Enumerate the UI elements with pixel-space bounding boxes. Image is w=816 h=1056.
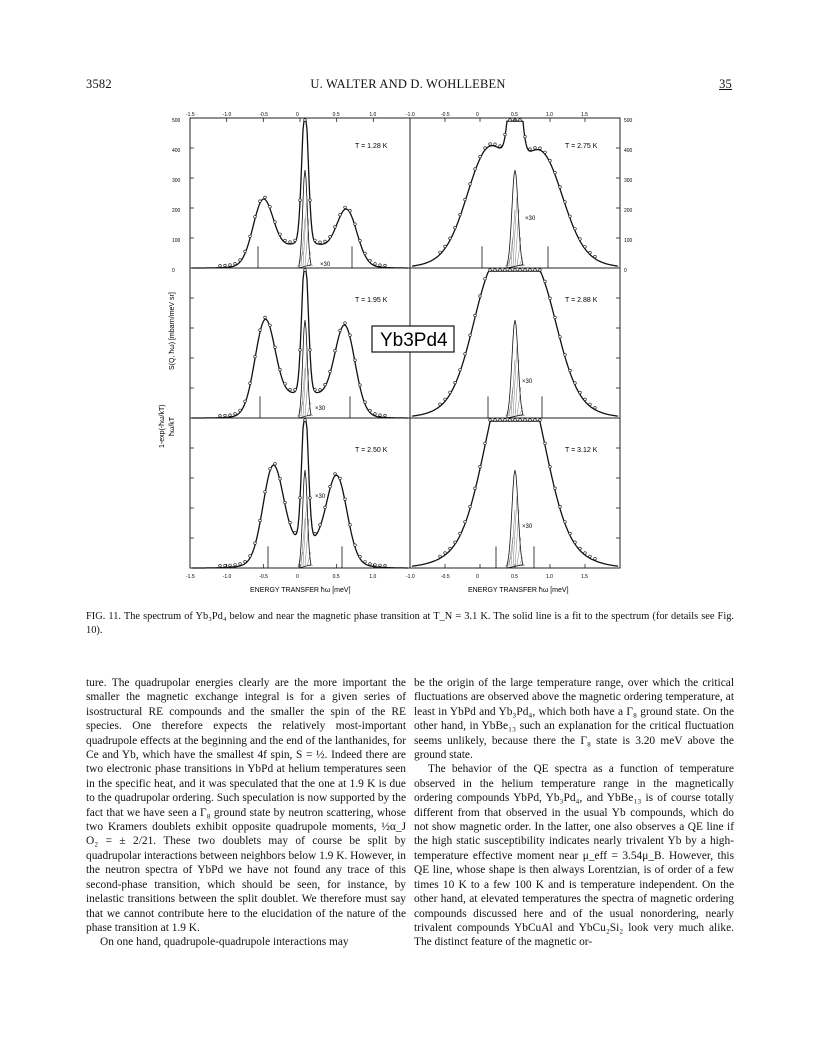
scale-note-tl: ×30 xyxy=(320,262,331,268)
x-axis-label-right: ENERGY TRANSFER ħω [meV] xyxy=(468,587,569,594)
data-point xyxy=(319,389,322,392)
data-point xyxy=(474,168,477,171)
hatch-line xyxy=(305,369,309,416)
y-tick-label-left: 0 xyxy=(172,268,175,274)
x-tick-label-bottom-right: 0 xyxy=(476,574,479,580)
hatch-line xyxy=(517,237,521,266)
data-point xyxy=(274,463,277,466)
data-point xyxy=(449,547,452,550)
data-point xyxy=(329,235,332,238)
data-point xyxy=(244,250,247,253)
x-tick-label-top-right: -0.5 xyxy=(441,112,450,118)
data-point xyxy=(279,368,282,371)
x-tick-label-bottom-left: 1.0 xyxy=(369,574,377,580)
data-point xyxy=(564,521,567,524)
data-point xyxy=(484,147,487,150)
data-point xyxy=(314,239,317,242)
paragraph: be the origin of the large temperature range, over which the critical fluctuations are observed above the magnetic ordering temperature, at least in YbPd and Yb₃Pd₄, which both have a Γ₈ ground state. On the other hand, in YbBe₁₃ such an explanation for the critical fluctuation seems unlikely, because there the Γ₈ state is 3.20 meV above the ground state. xyxy=(414,677,734,762)
scale-note-br: ×30 xyxy=(522,524,533,530)
elastic-peak xyxy=(507,470,523,568)
data-point xyxy=(259,519,262,522)
data-point xyxy=(229,414,232,417)
data-point xyxy=(449,391,452,394)
data-point xyxy=(569,215,572,218)
fit-curve xyxy=(192,421,408,568)
scale-note-mr: ×30 xyxy=(522,379,533,385)
data-point xyxy=(319,524,322,527)
data-point xyxy=(334,349,337,352)
data-point xyxy=(374,263,377,266)
data-point xyxy=(514,269,517,272)
data-point xyxy=(354,359,357,362)
x-tick-label-top-left: 0 xyxy=(296,112,299,118)
panel-frame-tr xyxy=(410,118,620,268)
data-point xyxy=(589,251,592,254)
data-point xyxy=(219,264,222,267)
data-point xyxy=(444,552,447,555)
data-point xyxy=(309,349,312,352)
data-point xyxy=(439,403,442,406)
data-point xyxy=(559,505,562,508)
x-tick-label-top-left: 0.5 xyxy=(332,112,340,118)
data-point xyxy=(484,278,487,281)
data-point xyxy=(249,235,252,238)
data-point xyxy=(459,213,462,216)
data-point xyxy=(519,119,522,122)
data-point xyxy=(589,555,592,558)
data-point xyxy=(294,239,297,242)
data-point xyxy=(264,196,267,199)
x-tick-label-bottom-right: 1.0 xyxy=(546,574,553,580)
data-point xyxy=(339,477,342,480)
data-point xyxy=(444,245,447,248)
data-point xyxy=(554,171,557,174)
data-point xyxy=(464,198,467,201)
data-point xyxy=(454,226,457,229)
data-point xyxy=(254,355,257,358)
data-point xyxy=(299,496,302,499)
data-point xyxy=(329,485,332,488)
data-point xyxy=(454,541,457,544)
y-tick-label-right: 300 xyxy=(624,178,633,184)
data-point xyxy=(249,382,252,385)
data-point xyxy=(274,221,277,224)
x-tick-label-top-left: -1.0 xyxy=(222,112,232,118)
elastic-peak xyxy=(507,170,523,268)
data-point xyxy=(594,406,597,409)
data-point xyxy=(324,240,327,243)
y-tick-label-right: 500 xyxy=(624,118,633,124)
temp-label-ml: T = 1.95 K xyxy=(355,297,388,304)
data-point xyxy=(339,329,342,332)
data-point xyxy=(464,521,467,524)
data-point xyxy=(439,251,442,254)
paragraph: ture. The quadrupolar energies clearly are the more important the smaller the magnetic exchange integral is for a given series of isostructural RE compounds and the smaller the spin of the RE species. One therefore expects the relatively most-important quadrupole effects at the beginning and the end of the lanthanides, for Ce and Yb, which have the smallest 4f spin, S = ½. Indeed there are two electronic phase transitions in YbPd at helium temperatures seen in the specific heat, and it was speculated that the one at 1.9 K is due to the quadrupolar ordering. Such speculation is now supported by the fact that we have seen a Γ₈ ground state by neutron scattering, whose two Kramers doublets exhibit opposite quadrupole moments, ½α_J O₂ = ± 2/21. These two doublets may of course be split by quadrupolar interactions between neighbors below 1.9 K. However, in the neutron spectra of YbPd we have not found any trace of this second-phase transition, which should be seen, for instance, by inelastic transitions between the split doublet. We therefore must say that we cannot contribute here to the elucidation of the nature of the phase transition at 1.9 K. xyxy=(86,677,406,934)
data-point xyxy=(344,322,347,325)
data-point xyxy=(514,419,517,422)
data-point xyxy=(489,143,492,146)
y-tick-label-right: 200 xyxy=(624,208,633,214)
data-point xyxy=(494,419,497,422)
scale-note-bl: ×30 xyxy=(315,494,326,500)
x-tick-label-bottom-left: -1.0 xyxy=(222,574,232,580)
hatch-line xyxy=(305,519,309,566)
data-point xyxy=(314,388,317,391)
data-point xyxy=(574,228,577,231)
data-point xyxy=(234,413,237,416)
body-column-left xyxy=(86,676,406,950)
x-tick-label-top-right: 0 xyxy=(476,112,479,118)
fit-curve xyxy=(412,421,618,566)
data-point xyxy=(369,409,372,412)
x-tick-label-top-left: -1.5 xyxy=(186,112,195,118)
data-point xyxy=(544,151,547,154)
data-point xyxy=(349,334,352,337)
y-axis-label-2: ħω/kT xyxy=(169,416,176,436)
data-point xyxy=(469,183,472,186)
data-point xyxy=(314,532,317,535)
data-point xyxy=(444,398,447,401)
y-tick-label-left: 100 xyxy=(172,238,181,244)
data-point xyxy=(349,209,352,212)
data-point xyxy=(284,383,287,386)
data-point xyxy=(479,295,482,298)
y-tick-label-right: 100 xyxy=(624,238,633,244)
data-point xyxy=(569,369,572,372)
data-point xyxy=(544,280,547,283)
data-point xyxy=(359,239,362,242)
x-tick-label-bottom-left: -1.5 xyxy=(186,574,195,580)
hatch-line xyxy=(303,196,307,266)
data-point xyxy=(304,119,307,122)
data-point xyxy=(234,262,237,265)
x-tick-label-top-right: -1.0 xyxy=(406,112,415,118)
x-tick-label-bottom-right: 0.5 xyxy=(511,574,518,580)
data-point xyxy=(479,155,482,158)
temp-label-bl: T = 2.50 K xyxy=(355,447,388,454)
data-point xyxy=(589,403,592,406)
data-point xyxy=(579,238,582,241)
data-point xyxy=(359,384,362,387)
data-point xyxy=(544,442,547,445)
data-point xyxy=(559,186,562,189)
data-point xyxy=(374,413,377,416)
data-point xyxy=(449,237,452,240)
y-axis-label-3: S(Q, ħω) [mbarn/meV sr] xyxy=(169,292,176,370)
data-point xyxy=(584,552,587,555)
data-point xyxy=(384,414,387,417)
data-point xyxy=(594,557,597,560)
data-point xyxy=(539,419,542,422)
data-point xyxy=(269,468,272,471)
hatch-line xyxy=(509,237,513,266)
data-point xyxy=(289,241,292,244)
data-point xyxy=(269,324,272,327)
data-point xyxy=(319,241,322,244)
data-point xyxy=(579,391,582,394)
data-point xyxy=(329,370,332,373)
data-point xyxy=(344,206,347,209)
y-tick-label-right: 400 xyxy=(624,148,633,154)
data-point xyxy=(529,419,532,422)
x-tick-label-bottom-right: -1.0 xyxy=(406,574,415,580)
data-point xyxy=(384,264,387,267)
data-point xyxy=(454,381,457,384)
data-point xyxy=(529,148,532,151)
data-point xyxy=(519,419,522,422)
hatch-line xyxy=(303,496,307,566)
temp-label-mr: T = 2.88 K xyxy=(565,297,598,304)
data-point xyxy=(379,264,382,267)
data-point xyxy=(324,506,327,509)
data-point xyxy=(219,414,222,417)
hatch-line xyxy=(305,219,309,266)
data-point xyxy=(569,532,572,535)
data-point xyxy=(439,555,442,558)
data-point xyxy=(279,477,282,480)
hatch-line xyxy=(509,537,513,566)
data-point xyxy=(224,414,227,417)
data-point xyxy=(334,226,337,229)
inset-label: Yb3Pd4 xyxy=(380,330,448,351)
data-point xyxy=(474,487,477,490)
data-point xyxy=(564,201,567,204)
data-point xyxy=(549,159,552,162)
hatch-line xyxy=(517,537,521,566)
data-point xyxy=(549,297,552,300)
y-tick-label-right: 0 xyxy=(624,268,627,274)
data-point xyxy=(239,409,242,412)
x-tick-label-bottom-left: 0 xyxy=(296,574,299,580)
data-point xyxy=(509,269,512,272)
data-point xyxy=(344,498,347,501)
data-point xyxy=(359,555,362,558)
y-tick-label-left: 200 xyxy=(172,208,181,214)
data-point xyxy=(244,560,247,563)
data-point xyxy=(549,465,552,468)
data-point xyxy=(219,564,222,567)
data-point xyxy=(504,419,507,422)
running-header-authors: U. WALTER AND D. WOHLLEBEN xyxy=(310,77,506,91)
data-point xyxy=(554,487,557,490)
data-point xyxy=(254,542,257,545)
data-point xyxy=(504,133,507,136)
x-tick-label-top-left: 1.0 xyxy=(369,112,377,118)
data-point xyxy=(234,564,237,567)
data-point xyxy=(534,269,537,272)
data-point xyxy=(379,564,382,567)
data-point xyxy=(259,200,262,203)
data-point xyxy=(594,255,597,258)
data-point xyxy=(369,259,372,262)
data-point xyxy=(304,269,307,272)
data-point xyxy=(309,497,312,500)
paragraph: On one hand, quadrupole-quadrupole interactions may xyxy=(100,936,349,949)
data-point xyxy=(339,213,342,216)
data-point xyxy=(239,563,242,566)
data-point xyxy=(284,239,287,242)
data-point xyxy=(509,419,512,422)
data-point xyxy=(324,383,327,386)
data-point xyxy=(309,199,312,202)
data-point xyxy=(259,329,262,332)
y-tick-label-left: 300 xyxy=(172,178,181,184)
data-point xyxy=(364,401,367,404)
y-tick-label-left: 400 xyxy=(172,148,181,154)
data-point xyxy=(294,531,297,534)
temp-label-tr: T = 2.75 K xyxy=(565,143,598,150)
data-point xyxy=(349,524,352,527)
data-point xyxy=(364,561,367,564)
data-point xyxy=(539,269,542,272)
data-point xyxy=(229,564,232,567)
data-point xyxy=(504,269,507,272)
x-tick-label-bottom-left: 0.5 xyxy=(332,574,340,580)
data-point xyxy=(294,388,297,391)
hatch-line xyxy=(509,387,513,416)
data-point xyxy=(459,369,462,372)
data-point xyxy=(564,354,567,357)
data-point xyxy=(574,382,577,385)
data-point xyxy=(584,246,587,249)
data-point xyxy=(474,314,477,317)
data-point xyxy=(579,547,582,550)
data-point xyxy=(274,346,277,349)
data-point xyxy=(284,501,287,504)
data-point xyxy=(534,147,537,150)
data-point xyxy=(249,555,252,558)
data-point xyxy=(224,264,227,267)
data-point xyxy=(464,353,467,356)
temp-label-br: T = 3.12 K xyxy=(565,447,598,454)
x-tick-label-top-right: 1.0 xyxy=(546,112,553,118)
data-point xyxy=(524,135,527,138)
data-point xyxy=(524,269,527,272)
figure-11 xyxy=(150,108,660,606)
data-point xyxy=(534,419,537,422)
panel-frame-br xyxy=(410,418,620,568)
data-point xyxy=(489,269,492,272)
data-point xyxy=(229,264,232,267)
x-tick-label-top-right: 1.5 xyxy=(581,112,588,118)
data-point xyxy=(299,349,302,352)
data-point xyxy=(244,400,247,403)
data-point xyxy=(364,252,367,255)
data-point xyxy=(499,269,502,272)
data-point xyxy=(299,199,302,202)
data-point xyxy=(384,564,387,567)
data-point xyxy=(254,216,257,219)
data-point xyxy=(264,316,267,319)
data-point xyxy=(529,269,532,272)
x-tick-label-bottom-left: -0.5 xyxy=(259,574,268,580)
data-point xyxy=(574,541,577,544)
x-tick-label-bottom-right: -0.5 xyxy=(441,574,450,580)
data-point xyxy=(469,334,472,337)
x-tick-label-top-right: 0.5 xyxy=(511,112,518,118)
data-point xyxy=(379,414,382,417)
data-point xyxy=(354,223,357,226)
paragraph: The behavior of the QE spectra as a function of temperature observed in the helium temperature range in the magnetically ordering compounds YbPd, Yb₃Pd₄, and YbBe₁₃ is of course totally different from that observed in the usual Yb compounds, which do not show magnetic order. In the latter, one also observes a QE line if the high static susceptibility indicates nearly trivalent Yb by a high-temperature effective moment near μ_eff = 3.54μ_B. However, this QE line, whose shape is then always Lorentzian, is of order of a few times 10 K to a few 100 K and is temperature independent. On the other hand, at elevated temperatures the spectra of magnetic ordering compounds discussed here and of the usual nonordering, nearly trivalent compounds YbCuAl and YbCu₂Si₂ look very much alike. The distinct feature of the magnetic or- xyxy=(414,763,734,949)
data-point xyxy=(519,269,522,272)
data-point xyxy=(484,442,487,445)
scale-note-ml: ×30 xyxy=(315,406,326,412)
data-point xyxy=(584,398,587,401)
data-point xyxy=(369,563,372,566)
data-point xyxy=(554,316,557,319)
data-point xyxy=(239,259,242,262)
data-point xyxy=(494,269,497,272)
hatch-line xyxy=(303,346,307,416)
data-point xyxy=(354,544,357,547)
data-point xyxy=(539,147,542,150)
data-point xyxy=(489,419,492,422)
data-point xyxy=(479,465,482,468)
data-point xyxy=(509,119,512,122)
body-column-right xyxy=(414,676,734,950)
data-point xyxy=(264,491,267,494)
data-point xyxy=(469,505,472,508)
figure-plot xyxy=(150,108,660,606)
data-point xyxy=(334,473,337,476)
x-tick-label-top-left: -0.5 xyxy=(259,112,268,118)
data-point xyxy=(499,145,502,148)
data-point xyxy=(499,419,502,422)
data-point xyxy=(459,532,462,535)
data-point xyxy=(224,564,227,567)
figure-caption: FIG. 11. The spectrum of Yb₃Pd₄ below and near the magnetic phase transition at T_N = 3.1 K. The solid line is a fit to the spectrum (for details see Fig. 10). xyxy=(86,611,734,636)
data-point xyxy=(494,143,497,146)
x-axis-label-left: ENERGY TRANSFER ħω [meV] xyxy=(250,587,351,594)
data-point xyxy=(289,388,292,391)
data-point xyxy=(304,419,307,422)
data-point xyxy=(279,233,282,236)
y-tick-label-left: 500 xyxy=(172,118,181,124)
data-point xyxy=(289,521,292,524)
scale-note-tr: ×30 xyxy=(525,216,536,222)
x-tick-label-bottom-right: 1.5 xyxy=(581,574,588,580)
elastic-peak xyxy=(507,320,523,418)
hatch-line xyxy=(517,387,521,416)
data-point xyxy=(374,564,377,567)
temp-label-tl: T = 1.28 K xyxy=(355,143,388,150)
data-point xyxy=(269,206,272,209)
data-point xyxy=(559,336,562,339)
page-number: 3582 xyxy=(86,77,112,91)
y-axis-label-1: 1-exp(-ħω/kT) xyxy=(159,404,166,448)
journal-volume: 35 xyxy=(719,77,732,91)
data-point xyxy=(524,419,527,422)
